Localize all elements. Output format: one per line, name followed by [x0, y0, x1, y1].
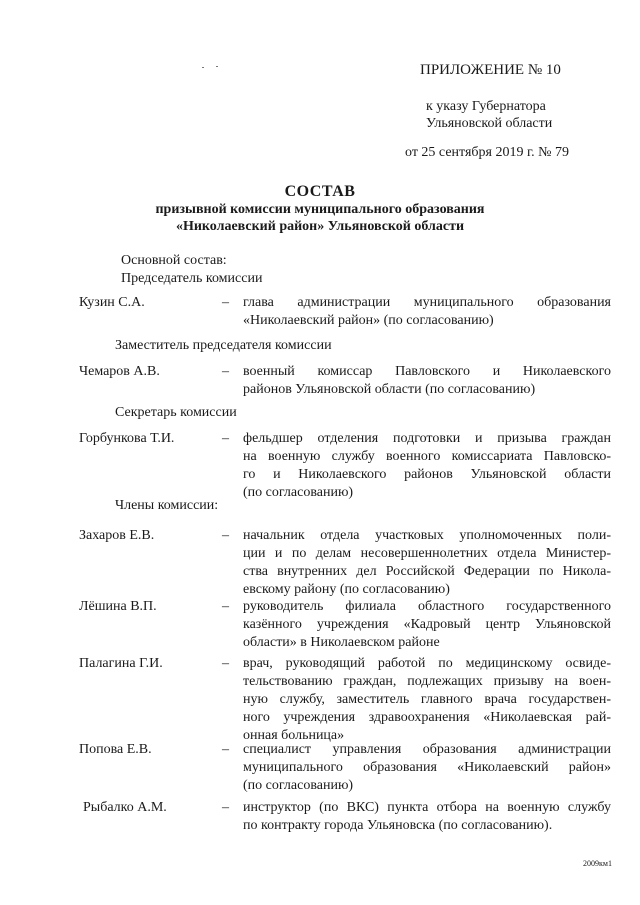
decree-line-1: к указу Губернатора: [426, 99, 546, 114]
dash: –: [222, 742, 229, 757]
dash: –: [222, 364, 229, 379]
member-name: Попова Е.В.: [79, 742, 152, 757]
member-role: [243, 294, 611, 330]
section-members: Члены комиссии:: [115, 498, 219, 513]
scan-speck: [202, 67, 204, 68]
role-line: (по согласованию): [243, 778, 354, 793]
role-line: врач, руководящий работой по медицинскому освиде-: [243, 656, 611, 671]
role-line: руководитель филиала областного государственного: [243, 599, 611, 614]
member-name: Захаров Е.В.: [79, 528, 155, 543]
decree-date: от 25 сентября 2019 г. № 79: [405, 145, 569, 160]
dash: –: [222, 295, 229, 310]
role-line: (по согласованию): [243, 485, 354, 500]
member-role: [243, 655, 611, 745]
member-name: Рыбалко А.М.: [83, 800, 167, 815]
role-line: ства внутренних дел Российской Федерации по Никола-: [243, 564, 611, 579]
role-line: инструктор (по ВКС) пункта отбора на военную службу: [243, 800, 611, 815]
dash: –: [222, 431, 229, 446]
member-role: [243, 430, 611, 502]
member-role: [243, 363, 611, 399]
member-name: Чемаров А.В.: [79, 364, 160, 379]
section-secretary: Секретарь комиссии: [115, 405, 237, 420]
role-line: районов Ульяновской области (по согласованию): [243, 382, 536, 397]
member-role: [243, 799, 611, 835]
section-chairman: Председатель комиссии: [121, 271, 263, 286]
dash: –: [222, 656, 229, 671]
role-line: специалист управления образования администрации: [243, 742, 611, 757]
dash: –: [222, 800, 229, 815]
role-line: фельдшер отделения подготовки и призыва граждан: [243, 431, 611, 446]
role-line: военный комиссар Павловского и Николаевского: [243, 364, 611, 379]
role-line: ции и по делам несовершеннолетних отдела Министер-: [243, 546, 611, 561]
dash: –: [222, 599, 229, 614]
role-line: ную службу, заместитель главного врача государствен-: [243, 692, 611, 707]
decree-line-2: Ульяновской области: [426, 116, 553, 131]
member-role: [243, 598, 611, 652]
document-subtitle-1: призывной комиссии муниципального образования: [155, 202, 485, 217]
role-line: «Николаевский район» (по согласованию): [243, 313, 494, 328]
role-line: глава администрации муниципального образования: [243, 295, 611, 310]
role-line: начальник отдела участковых уполномоченных поли-: [243, 528, 611, 543]
role-line: на военную службу военного комиссариата Павловско-: [243, 449, 611, 464]
role-line: евскому району (по согласованию): [243, 582, 450, 597]
role-line: тельствованию граждан, подлежащих призыву на воен-: [243, 674, 611, 689]
role-line: области» в Николаевском районе: [243, 635, 440, 650]
role-line: казённого учреждения «Кадровый центр Ульяновской: [243, 617, 611, 632]
member-name: Лёшина В.П.: [79, 599, 157, 614]
scan-speck: [216, 66, 218, 67]
member-role: [243, 527, 611, 599]
section-main-composition: Основной состав:: [121, 253, 227, 268]
document-title: СОСТАВ: [284, 183, 356, 200]
role-line: ного учреждения здравоохранения «Николаевская рай-: [243, 710, 611, 725]
appendix-number: ПРИЛОЖЕНИЕ № 10: [420, 62, 561, 78]
section-deputy: Заместитель председателя комиссии: [115, 338, 332, 353]
role-line: онная больница»: [243, 728, 345, 743]
role-line: муниципального образования «Николаевский район»: [243, 760, 611, 775]
document-code: 2009км1: [583, 859, 612, 868]
role-line: го и Николаевского районов Ульяновской области: [243, 467, 611, 482]
member-name: Кузин С.А.: [79, 295, 145, 310]
dash: –: [222, 528, 229, 543]
member-name: Палагина Г.И.: [79, 656, 163, 671]
member-name: Горбункова Т.И.: [79, 431, 175, 446]
document-subtitle-2: «Николаевский район» Ульяновской области: [175, 219, 465, 234]
member-role: [243, 741, 611, 795]
role-line: по контракту города Ульяновска (по согласованию).: [243, 818, 553, 833]
